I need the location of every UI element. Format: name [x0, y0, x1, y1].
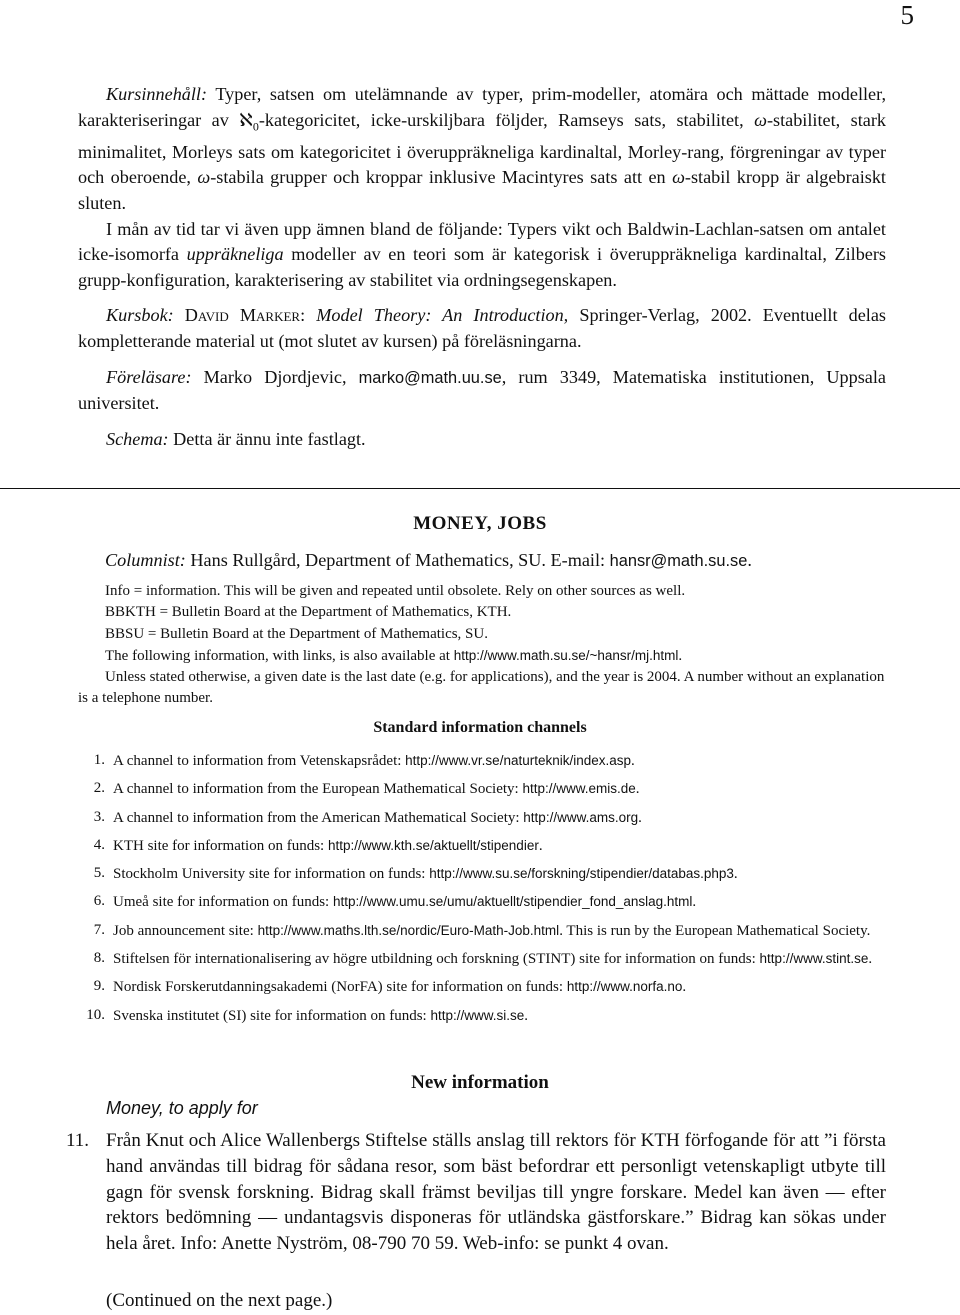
following-url[interactable]: http://www.math.su.se/~hansr/mj.html [453, 647, 679, 663]
item-number: 3. [93, 808, 105, 825]
book-author: David Marker [184, 305, 301, 326]
channel-item [78, 835, 886, 858]
unless-line: Unless stated otherwise, a given date is the last date (e.g. for applications), and the year is 2004. A number without an explanation is a telephone number. [78, 669, 885, 707]
new-information-heading: New information [411, 1072, 549, 1093]
item-text: Från Knut och Alice Wallenbergs Stiftelse ställs anslag till rektors för KTH förfogande för att ”i första hand användas till bidrag för sådana resor, som bäst befordrar ett personligt vetenskapligt utbyte till gagn för svensk forskning. Bidrag skall främst beviljas till yngre forskare. Medel kan även — efter rektors bedömning — undantagsvis disponeras för utländska gästforskare.” Bidrag kan sökas under hela året. Info: Anette Nyström, 08-790 70 59. Web-info: se punkt 4 ovan. [106, 1130, 886, 1255]
schema-label: Schema: [106, 428, 169, 449]
item-number: 7. [93, 921, 105, 938]
course-schema-paragraph [78, 427, 886, 453]
extra-text: I mån av tid tar vi även upp ämnen bland de följande: Typers vikt och Baldwin-Lachlan-satsen om antalet icke-isomorfa [78, 218, 886, 265]
item-text [105, 863, 738, 886]
channel-after: . [638, 809, 642, 826]
lecturer-label: Föreläsare: [106, 366, 192, 387]
channel-link[interactable]: http://www.su.se/forskning/stipendier/databas.php3 [429, 866, 734, 882]
book-colon: : [300, 305, 317, 326]
channel-description: A channel to information from the American Mathematical Society: [113, 809, 524, 826]
channel-item [78, 976, 886, 999]
info-block [78, 581, 886, 710]
item-number: 1. [93, 752, 105, 768]
aleph-subscript: 0 [252, 119, 259, 134]
content-text: -stabila grupper och kroppar inklusive Macintyres sats att en [210, 167, 673, 188]
item-text [105, 948, 872, 971]
channel-description: KTH site for information on funds: [113, 837, 328, 854]
channels-list [78, 750, 886, 1033]
channel-description: Svenska institutet (SI) site for information on funds: [113, 1007, 431, 1024]
info-line: BBKTH = Bulletin Board at the Department of Mathematics, KTH. [105, 604, 512, 621]
channel-link[interactable]: http://www.si.se [430, 1007, 525, 1023]
following-line [78, 645, 886, 667]
channel-item [78, 863, 886, 886]
extra-text: modeller av en teori som är kategorisk i överuppräkneliga kardinaltal, Zilbers grupp-konfiguration, karakterisering av stabilitet via ordningsegenskapen. [78, 244, 887, 290]
aleph-symbol: ℵ [239, 109, 253, 130]
item-text [105, 835, 543, 858]
channel-after: . [733, 866, 738, 883]
omega-symbol: ω [672, 167, 685, 188]
following-text: The following information, with links, is also available at [105, 647, 454, 664]
channel-link[interactable]: http://www.umu.se/umu/aktuellt/stipendier_fond_anslag.html [332, 894, 693, 910]
item-number: 5. [93, 865, 105, 882]
item-number: 9. [93, 978, 105, 995]
course-lecturer-paragraph [78, 365, 886, 417]
content-text: -stabilitet, stark minimalitet, Morleys sats om kategoricitet i överuppräkneliga kardinaltal, Morley-rang, förgreningar av typer och oberoende, [78, 109, 886, 188]
channel-link[interactable]: http://www.emis.de [522, 781, 636, 797]
channel-link[interactable]: http://www.norfa.no [566, 979, 683, 995]
channel-link[interactable]: http://www.stint.se [759, 951, 869, 967]
item-text [105, 976, 686, 999]
standard-channels-heading: Standard information channels [373, 719, 587, 736]
item-text [105, 891, 696, 914]
item-text [105, 920, 870, 943]
channel-description: Nordisk Forskerutdanningsakademi (NorFA) site for information on funds: [113, 979, 567, 996]
money-apply-subheading: Money, to apply for [106, 1098, 258, 1118]
content-text: -kategoricitet, icke-urskiljbara följder, Ramseys sats, stabilitet, [258, 109, 755, 130]
channel-description: A channel to information from the European Mathematical Society: [113, 781, 523, 798]
info-line: Info = information. This will be given and repeated until obsolete. Rely on other sources as well. [105, 583, 686, 599]
channel-after: . [692, 894, 697, 911]
columnist-email[interactable]: hansr@math.su.se [609, 552, 748, 570]
omega-symbol: ω [197, 167, 211, 188]
channel-item [78, 920, 886, 943]
channel-item [78, 750, 886, 773]
channel-item [78, 891, 886, 914]
lecturer-email[interactable]: marko@math.uu.se [358, 368, 502, 387]
channel-description: A channel to information from Vetenskapsrådet: [113, 753, 406, 769]
channel-item [78, 807, 886, 830]
content-label: Kursinnehåll: [106, 84, 208, 104]
book-title: Model Theory: An Introduction, [316, 305, 569, 326]
item-number: 4. [93, 836, 105, 853]
channel-after: . [868, 951, 873, 968]
extra-italic: uppräkneliga [186, 244, 284, 265]
channel-description: Umeå site for information on funds: [113, 894, 333, 911]
course-extra-paragraph [78, 217, 886, 294]
course-description [78, 82, 886, 452]
channel-item [78, 948, 886, 971]
list-item-11 [66, 1128, 886, 1257]
channel-description: Stiftelsen för internationalisering av högre utbildning och forskning (STINT) site for information on funds: [113, 951, 760, 968]
columnist-label: Columnist: [105, 550, 186, 570]
item-number: 8. [93, 950, 105, 967]
lecturer-name: Marko Djordjevic, [191, 366, 359, 387]
page-number: 5 [900, 0, 914, 30]
channel-description: Job announcement site: [113, 922, 258, 939]
content-text: Typer, satsen om utelämnande av typer, prim-modeller, atomära och mättade modeller, karakteriseringar av [78, 84, 886, 130]
columnist-line [105, 547, 895, 574]
omega-symbol: ω [754, 109, 767, 130]
channel-link[interactable]: http://www.maths.lth.se/nordic/Euro-Math-Job.html [257, 922, 560, 938]
item-text [105, 1005, 528, 1028]
info-line: BBSU = Bulletin Board at the Department of Mathematics, SU. [105, 625, 488, 642]
item-number: 6. [93, 893, 105, 910]
channel-link[interactable]: http://www.kth.se/aktuellt/stipendier [327, 837, 539, 853]
channel-after: . [524, 1007, 529, 1024]
course-content-paragraph [78, 82, 886, 217]
channel-after: . [635, 781, 640, 798]
course-book-paragraph [78, 303, 886, 354]
columnist-end: . [747, 550, 752, 570]
item-text [105, 807, 642, 830]
channel-after: . [682, 979, 687, 996]
continued-note: (Continued on the next page.) [106, 1290, 333, 1311]
channel-after: . [538, 837, 543, 854]
item-text [105, 778, 640, 801]
item-number: 2. [93, 780, 105, 797]
channel-link[interactable]: http://www.vr.se/naturteknik/index.asp [405, 753, 632, 768]
channel-link[interactable]: http://www.ams.org [523, 809, 639, 825]
channel-item [78, 1005, 886, 1028]
channel-after: . This is run by the European Mathematical Society. [559, 922, 871, 939]
columnist-text: Hans Rullgård, Department of Mathematics, SU. E-mail: [185, 550, 610, 570]
item-number: 10. [86, 1006, 105, 1023]
channel-description: Stockholm University site for information on funds: [113, 866, 430, 883]
item-number: 11. [66, 1130, 90, 1151]
item-text [105, 750, 635, 773]
following-end: . [678, 647, 683, 664]
content-text: -stabil kropp är algebraiskt sluten. [78, 167, 886, 214]
channel-after: . [631, 753, 635, 769]
money-jobs-heading: MONEY, JOBS [413, 513, 547, 534]
book-label: Kursbok: [106, 305, 174, 326]
section-divider [0, 488, 960, 489]
book-rest: Springer-Verlag, 2002. Eventuellt delas kompletterande material ut (mot slutet av kursen) på föreläsningarna. [78, 305, 886, 351]
lecturer-rest: , rum 3349, Matematiska institutionen, Uppsala universitet. [78, 366, 887, 414]
schema-text: Detta är ännu inte fastlagt. [168, 428, 366, 449]
channel-item [78, 778, 886, 801]
